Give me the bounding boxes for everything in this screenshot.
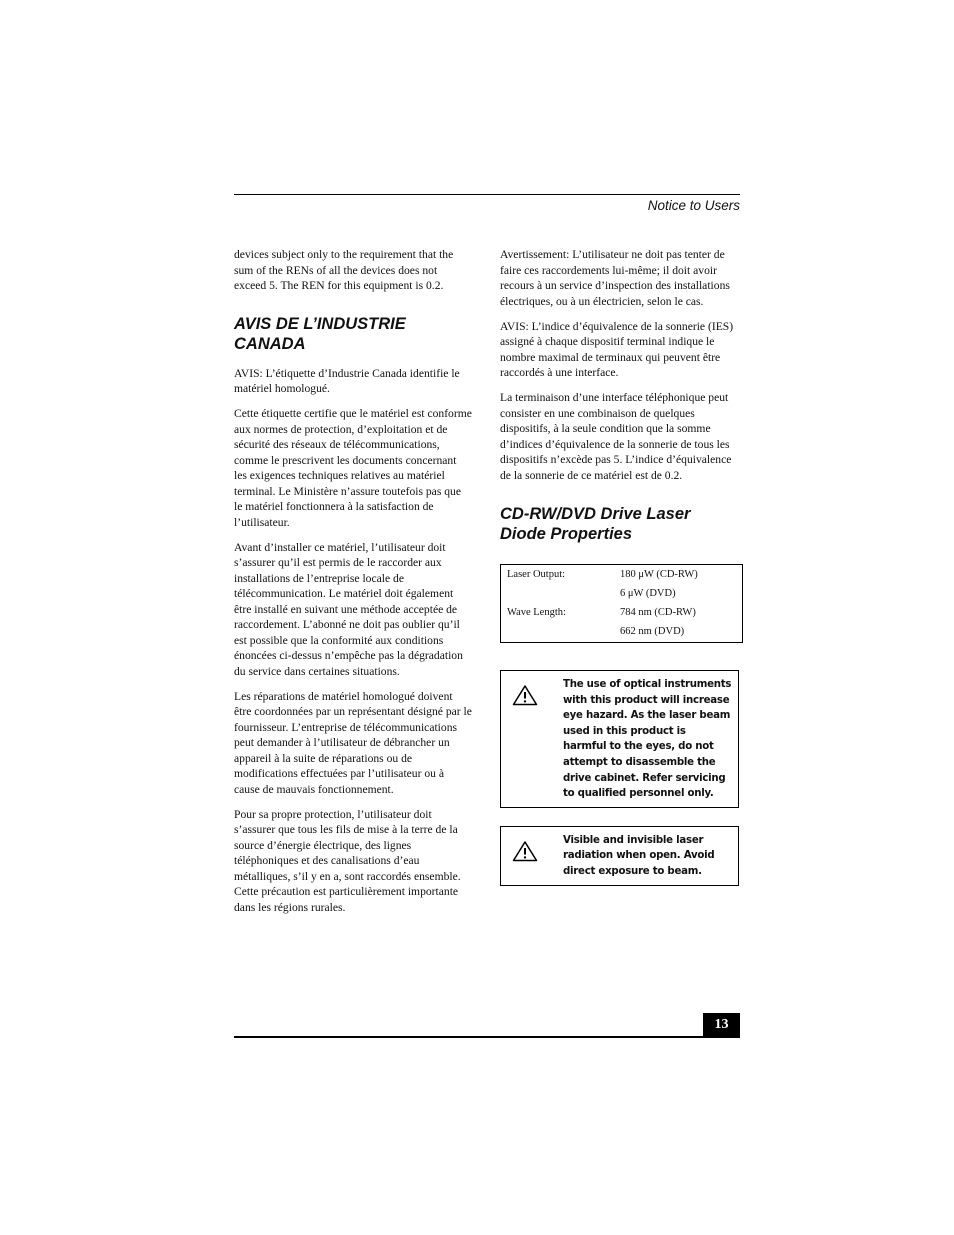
table-row xyxy=(501,565,743,586)
warning-box-radiation xyxy=(500,826,739,886)
header-rule xyxy=(234,194,740,195)
body-paragraph: Cette étiquette certifie que le matériel est conforme aux normes de protection, d’exploitation et de sécurité des réseaux de télécommunications, comme le prescrivent les documents concernant les exigences techniques relatives au matériel terminal. Le Ministère n’assure toutefois pas que le matériel fonctionnera à la satisfaction de l’utilisateur. xyxy=(234,407,472,529)
laser-specs-table xyxy=(500,564,743,643)
left-column xyxy=(234,247,472,925)
spec-label xyxy=(501,623,615,643)
spec-value: 6 μW (DVD) xyxy=(620,588,676,599)
warning-triangle-icon xyxy=(507,677,563,802)
body-paragraph: Les réparations de matériel homologué doivent être coordonnées par un représentant désigné par le fournisseur. L’entreprise de télécommunications peut demander à l’utilisateur de débrancher un appareil à la suite de réparations ou de modifications effectuées par l’utilisateur ou à cause de mauvais fonctionnement. xyxy=(234,689,472,796)
body-paragraph: La terminaison d’une interface téléphonique peut consister en une combinaison de quelques dispositifs, à la seule condition que la somme d’indices d’équivalence de la sonnerie de tous les dispositifs n’excède pas 5. L’indice d’équivalence de la sonnerie de ce matériel est de 0.2. xyxy=(500,391,732,482)
warning-triangle-icon xyxy=(507,833,563,880)
warning-text: Visible and invisible laser radiation when open. Avoid direct exposure to beam. xyxy=(563,834,715,877)
table-row xyxy=(501,585,743,604)
spec-label xyxy=(501,585,615,604)
warning-text: The use of optical instruments with this product will increase eye hazard. As the laser beam used in this product is harmful to the eyes, do not attempt to disassemble the drive cabinet. Refer servicing to qualified personnel only. xyxy=(563,679,732,800)
spec-value: 662 nm (DVD) xyxy=(620,626,685,637)
right-column xyxy=(500,247,740,904)
section-heading-laser-properties: CD-RW/DVD Drive Laser Diode Properties xyxy=(500,505,691,543)
warning-box-optical xyxy=(500,670,739,808)
body-paragraph: AVIS: L’indice d’équivalence de la sonnerie (IES) assigné à chaque dispositif terminal indique le nombre maximal de terminaux qui peuvent être raccordés à une interface. xyxy=(500,319,734,379)
spec-label: Wave Length: xyxy=(507,607,566,618)
body-paragraph: Avant d’installer ce matériel, l’utilisateur doit s’assurer qu’il est permis de le raccorder aux installations de l’entreprise locale de télécommunication. Le matériel doit également être installé en suivant une méthode acceptée de raccordement. L’abonné ne doit pas oublier qu’il est possible que la conformité aux conditions énoncées ci-dessus n’empêche pas la dégradation du service dans certaines situations. xyxy=(234,540,463,678)
page-number: 13 xyxy=(703,1013,740,1037)
table-row xyxy=(501,604,743,623)
spec-value: 784 nm (CD-RW) xyxy=(620,607,696,618)
body-paragraph: AVIS: L’étiquette d’Industrie Canada identifie le matériel homologué. xyxy=(234,366,460,395)
section-heading-industry-canada: AVIS DE L’INDUSTRIE CANADA xyxy=(234,314,406,353)
intro-paragraph: devices subject only to the requirement that the sum of the RENs of all the devices does not exceed 5. The REN for this equipment is 0.2. xyxy=(234,248,454,292)
table-row xyxy=(501,623,743,643)
spec-label: Laser Output: xyxy=(507,569,566,580)
spec-value: 180 μW (CD-RW) xyxy=(620,569,698,580)
footer-rule xyxy=(234,1036,740,1038)
body-paragraph: Pour sa propre protection, l’utilisateur doit s’assurer que tous les fils de mise à la terre de la source d’énergie électrique, des lignes téléphoniques et des canalisations d’eau métalliques, s’il y en a, sont raccordés ensemble. Cette précaution est particulièrement importante dans les régions rurales. xyxy=(234,807,461,914)
running-header: Notice to Users xyxy=(647,198,740,213)
body-paragraph: Avertissement: L’utilisateur ne doit pas tenter de faire ces raccordements lui-même; il doit avoir recours à un service d’inspection des installations électriques, ou à un électricien, selon le cas. xyxy=(500,248,730,308)
